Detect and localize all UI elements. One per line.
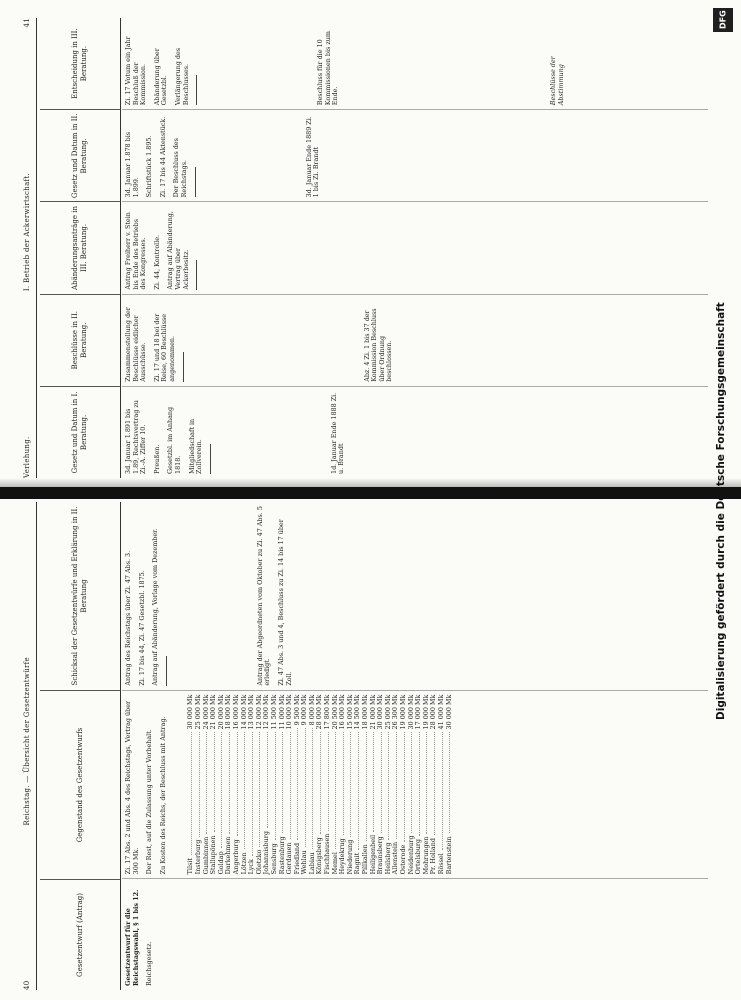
locality-place: Neidenburg [406, 835, 415, 875]
top-lower-entry: Abz. 4 Zi. 1 bis 37 der Kommission Beschluss über Ordnung beschlossen. [362, 308, 394, 382]
bottom-col-2-entry: Zi. 17 bis 44, Zi. 47 Gesetzbl. 1875. [137, 570, 146, 686]
bottom-running-head-center: Reichstag. — Übersicht der Gesetzentwürfe [23, 657, 31, 826]
locality-place: Osterode [399, 844, 407, 875]
locality-amount: 18 000 Mk [224, 694, 233, 730]
locality-place: Oletzko [254, 849, 263, 875]
top-col-4 [122, 18, 708, 109]
locality-place: Niederung [345, 839, 354, 875]
locality-amount: 16 000 Mk [231, 694, 240, 730]
top-header-rule [36, 18, 37, 478]
leader-dots [309, 728, 314, 849]
locality-place: Fischhausen [323, 833, 332, 875]
dash-rule [166, 656, 167, 686]
dash-rule [196, 260, 197, 290]
top-col-4-entry: Abänderung über Gesetzbl. [152, 48, 169, 106]
bottom-later-entry: Zi. 47 Abs. 3 und 4, Beschluss zu Zi. 14 bis 17 über Zoll. [276, 519, 293, 686]
locality-amount: 28 000 Mk [315, 694, 324, 730]
leader-dots [347, 732, 352, 836]
leader-dots [241, 732, 246, 849]
locality-amount: 18 000 Mk [361, 694, 370, 730]
locality-place: Lötzen [239, 852, 248, 875]
locality-amount: 11 000 Mk [277, 694, 286, 730]
top-col-3-entry: 3d. Januar 1.878 bis 1.899. [124, 131, 140, 198]
leader-dots [301, 728, 306, 847]
locality-amount: 20 500 Mk [330, 694, 339, 730]
bottom-col-head-2: Schicksal der Gesetzentwürfe und Erklärung in II. Beratung [71, 506, 88, 686]
top-col-head-2: Abänderungsanträge in III. Beratung. [40, 201, 120, 293]
leader-dots [377, 732, 382, 833]
top-lower-entry: 3d. Januar Ende 1889 Zi. 1 bis Zi. Brandt [304, 116, 321, 198]
locality-amount: 30 000 Mk [186, 694, 195, 730]
top-lower-entry: Beschluss für die 10 Kommissionen bis zum Ende. [316, 31, 340, 106]
locality-place: Tilsit [186, 858, 195, 875]
bottom-col-2-entry: Antrag auf Abänderung, Vorlage vom Dezember. [151, 528, 160, 686]
top-column-headers [40, 18, 121, 478]
locality-amount: 10 000 Mk [285, 694, 294, 730]
locality-place: Insterburg [193, 839, 202, 875]
locality-amount: 21 000 Mk [209, 694, 218, 730]
locality-place: Darkehmen [224, 836, 233, 875]
top-col-4-entry: Verlängerung des Beschlusses. [173, 47, 190, 106]
top-col-3-entry: Schriftstück 1.895. [145, 135, 154, 198]
top-page [18, 18, 708, 478]
bottom-col-0-entry: Reichsgesetz. [145, 941, 154, 986]
bottom-column-headers [40, 502, 121, 990]
locality-amount: 11 500 Mk [269, 694, 278, 730]
locality-place: Wehlau [300, 850, 309, 875]
leader-dots [218, 732, 223, 848]
locality-place: Sensburg [269, 843, 278, 875]
leader-dots [430, 732, 435, 835]
top-col-0-entry: Preußen. [152, 444, 161, 474]
top-col-3-entry: Der Beschluss des Reichstags. [172, 138, 188, 198]
leader-dots [385, 732, 390, 839]
dash-rule [210, 444, 211, 474]
bottom-col-head-0: Gesetzentwurf (Antrag) [40, 879, 120, 990]
locality-amount: 12 000 Mk [254, 694, 263, 730]
locality-place: Ortelsburg [414, 839, 423, 875]
leader-dots [415, 732, 420, 836]
bottom-col-0 [122, 878, 708, 990]
leader-dots [248, 732, 253, 856]
locality-place: Rössel [436, 853, 445, 875]
leader-dots [279, 732, 284, 833]
locality-amount: 19 000 Mk [421, 694, 430, 730]
locality-place: Gerdauen [285, 842, 294, 875]
bottom-columns [122, 502, 708, 990]
locality-place: Heydekrug [338, 838, 347, 875]
locality-place: Pr. Holland [429, 838, 438, 875]
locality-place: Gumbinnen [201, 836, 210, 875]
dash-rule [196, 75, 197, 105]
bottom-header-rule [36, 502, 37, 990]
top-col-head-4: Entscheidung in III. Beratung. [71, 28, 88, 99]
top-col-0 [122, 386, 708, 478]
locality-place: Ragnit [353, 852, 362, 875]
locality-amount: 26 300 Mk [391, 694, 400, 730]
dfg-logo: DFG [713, 8, 733, 32]
locality-place: Friedland [292, 842, 301, 875]
bottom-later-entry: Antrag der Abgeordneten vom Oktober zu Zi. 47 Abs. 5 erledigt. [255, 506, 272, 686]
top-col-3 [122, 109, 708, 201]
locality-place: Angerburg [231, 839, 240, 875]
locality-place: Memel [330, 852, 339, 875]
top-running-head-left: Verlehung. [23, 436, 31, 478]
leader-dots [362, 732, 367, 841]
locality-amount: 30 000 Mk [376, 694, 385, 730]
top-col-2-entry: Antrag auf Abänderung, Vertrag über Ackerbesitz. [166, 211, 190, 290]
top-col-2 [122, 201, 708, 293]
book-spine [0, 487, 741, 499]
bottom-col-1-entry: Zi. 17 Abs. 2 und Abs. 4 des Reichstags, Vertrag über 300 Mk. [124, 700, 140, 875]
bottom-col-2-entry: Antrag des Reichstags über Zi. 47 Abs. 3. [124, 550, 132, 686]
top-col-1 [122, 294, 708, 386]
top-columns [122, 18, 708, 478]
leader-dots [203, 732, 208, 833]
leader-dots [263, 732, 268, 828]
locality-place: Goldap [216, 851, 225, 875]
leader-dots [354, 732, 359, 849]
top-col-1-entry: Zusammenstellung der Beschlüsse eidlicher Ausschüsse. [124, 307, 148, 382]
locality-place: Rastenburg [277, 836, 286, 875]
locality-amount: 24 000 Mk [201, 694, 210, 730]
locality-row [446, 695, 454, 875]
top-page-number: 41 [23, 18, 31, 28]
leader-dots [423, 732, 428, 833]
top-running-head-center: I. Betrieb der Ackerwirtschaft. [23, 172, 31, 292]
leader-dots [210, 732, 215, 832]
top-col-0-entry: 3d. Januar 1.891 bis 1.89, Rechtsvertrag zu Zi.-A. Ziffer 10. [124, 400, 148, 474]
locality-place: Bartenstein [444, 836, 453, 875]
locality-place: Königsberg [315, 837, 324, 875]
locality-place: Johannisburg [262, 831, 271, 875]
dfg-watermark-text: Digitalisierung gefördert durch die Deutsche Forschungsgemeinschaft [715, 302, 727, 720]
leader-dots [286, 732, 291, 839]
locality-amount: 8 000 Mk [307, 694, 316, 726]
locality-place: Stallupönen [209, 835, 218, 875]
top-col-0-entry: Gesetzbl. im Anhang 1818. [166, 406, 182, 474]
leader-dots [294, 728, 299, 839]
leader-dots [225, 732, 230, 833]
leader-dots [195, 732, 200, 836]
locality-amount: 9 500 Mk [292, 694, 301, 726]
locality-amount: 17 000 Mk [414, 694, 423, 730]
locality-place: Heiligenbeil [368, 834, 377, 875]
locality-amount: 17 800 Mk [323, 694, 332, 730]
leader-dots [408, 732, 413, 832]
locality-amount: 14 000 Mk [239, 694, 248, 730]
leader-dots [233, 732, 238, 836]
top-footnote: Beschlüsse der Abstimmung [548, 56, 565, 106]
spine-shadow [0, 478, 741, 487]
locality-place: Allenstein [391, 841, 400, 875]
top-running-head [18, 18, 36, 478]
locality-place: Labiau [307, 852, 316, 875]
leader-dots [339, 732, 344, 835]
leader-dots [438, 732, 443, 850]
locality-amount: 30 000 Mk [406, 694, 415, 730]
bottom-col-2 [122, 502, 708, 690]
leader-dots [324, 732, 329, 830]
bottom-page-number: 40 [23, 980, 31, 990]
top-col-head-3: Gesetz und Datum in II. Beratung. [40, 109, 120, 201]
locality-amount: 30 000 Mk [444, 694, 453, 730]
bottom-col-head-1: Gegenstand des Gesetzentwurfs [40, 690, 120, 879]
bottom-col-0-entry: Gesetzentwurf für die Reichstagswahl, § 1 bis 12. [124, 889, 140, 986]
bottom-running-head [18, 502, 36, 990]
locality-place: Lyck [247, 859, 256, 875]
locality-amount: 25 000 Mk [383, 694, 392, 730]
top-col-2-entry: Zi. 44, Kontrolle. [152, 234, 161, 290]
dash-rule [195, 167, 196, 197]
locality-place: Pillkallen [361, 844, 370, 875]
leader-dots [392, 732, 397, 838]
locality-amount: 28 000 Mk [429, 694, 438, 730]
locality-amount: 25 000 Mk [193, 694, 202, 730]
top-lower-entry: 1d. Januar Ende 1888 Zi. u. Brandt [329, 392, 346, 474]
locality-amount: 14 500 Mk [353, 694, 362, 730]
dfg-watermark [709, 8, 737, 988]
leader-dots [400, 732, 405, 841]
leader-dots [271, 732, 276, 840]
locality-amount: 41 000 Mk [436, 694, 445, 730]
locality-amount: 19 000 Mk [399, 694, 407, 730]
top-col-2-entry: Antrag Freiherr v. Stein bis Ende des Betriebs des Kongresses. [124, 212, 148, 290]
locality-amount: 9 000 Mk [300, 694, 309, 726]
locality-place: Heilsberg [383, 842, 392, 875]
leader-dots [332, 732, 337, 849]
bottom-col-1 [122, 690, 708, 879]
top-col-1-entry: Zi. 17 und 18 bei der Reise, 60 Beschlüsse angenommen. [152, 313, 176, 382]
bottom-page [18, 502, 708, 990]
leader-dots [446, 732, 451, 833]
bottom-col-1-entry: Der Rest, auf die Zulassung unter Vorbehalt. [145, 729, 154, 875]
locality-list [187, 695, 453, 875]
locality-amount: 20 000 Mk [216, 694, 225, 730]
top-col-3-entry: Zi. 17 bis 44 Aktenstück. [158, 116, 167, 198]
locality-place: Braunsberg [376, 836, 385, 875]
locality-amount: 21 000 Mk [368, 694, 377, 730]
top-col-0-entry: Mitgliedschaft in Zollverein. [187, 418, 204, 474]
dash-rule [183, 352, 184, 382]
bottom-col-1-entry: Zu Kosten des Reichs, der Beschluss mit Antrag. [158, 716, 167, 875]
leader-dots [187, 732, 192, 855]
leader-dots [370, 732, 375, 831]
leader-dots [256, 732, 261, 846]
locality-amount: 12 000 Mk [262, 694, 271, 730]
locality-place: Mohrungen [421, 836, 430, 875]
top-col-head-0: Gesetz und Datum in I. Beratung. [40, 386, 120, 478]
locality-amount: 16 000 Mk [338, 694, 347, 730]
locality-amount: 13 000 Mk [247, 694, 256, 730]
leader-dots [316, 732, 321, 834]
top-col-4-entry: Zi. 17 Votum ein Jahr Beschluß der Kommission. [124, 36, 148, 106]
locality-amount: 15 000 Mk [345, 694, 354, 730]
top-col-head-1: Beschlüsse in II. Beratung. [40, 294, 120, 386]
